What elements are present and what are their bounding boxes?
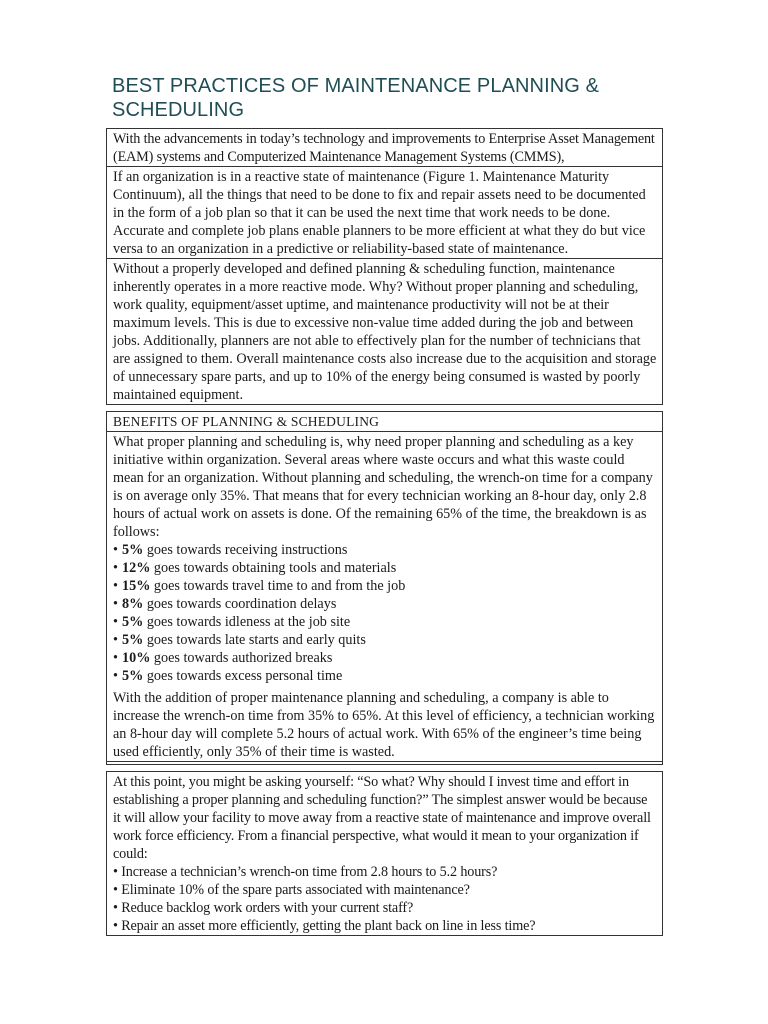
- benefits-lead-text: What proper planning and scheduling is, why need proper planning and scheduling as a key initiative within organization. Several areas where waste occurs and what this waste could mean for an organization. Without planning and scheduling, the wrench-on time for a company is on average only 35%. That means that for every technician working an 8-hour day, only 2.8 hours of actual work on assets is done. Of the remaining 65% of the time, the breakdown is as follows:: [113, 434, 653, 540]
- question-body-cell: [107, 772, 662, 935]
- breakdown-text: goes towards obtaining tools and materials: [150, 560, 397, 576]
- breakdown-percent: 8%: [122, 596, 144, 612]
- breakdown-text: goes towards receiving instructions: [143, 542, 348, 558]
- breakdown-text: goes towards coordination delays: [143, 596, 337, 612]
- breakdown-percent: 12%: [122, 560, 151, 576]
- question-lead-text: At this point, you might be asking yourself: “So what? Why should I invest time and effort in establishing a proper planning and scheduling function?” The simplest answer would be because it will allow your facility to move away from a reactive state of maintenance and improve overall work force efficiency. From a financial perspective, what would it mean to your organization if could:: [113, 774, 651, 862]
- bullet-glyph: •: [113, 632, 118, 648]
- intro-text-eam: With the advancements in today’s technology and improvements to Enterprise Asset Management (EAM) systems and Computerized Maintenance Management Systems (CMMS),: [113, 131, 655, 165]
- breakdown-text: goes towards travel time to and from the job: [150, 578, 406, 594]
- bullet-glyph: •: [113, 542, 118, 558]
- breakdown-item: [113, 667, 657, 685]
- intro-cell-eam: [107, 129, 662, 166]
- intro-text-reactive: If an organization is in a reactive state of maintenance (Figure 1. Maintenance Maturity Continuum), all the things that need to be done to fix and repair assets need to be documented in the form of a job plan so that it can be used the next time that work needs to be done. Accurate and complete job plans enable planners to be more efficient at what they do but vice versa to an organization in a predictive or reliability-based state of maintenance.: [113, 169, 646, 257]
- question-item: • Increase a technician’s wrench-on time from 2.8 hours to 5.2 hours?: [113, 864, 498, 880]
- benefits-empty-cell: [107, 761, 662, 764]
- question-list: [113, 863, 657, 935]
- breakdown-text: goes towards excess personal time: [143, 668, 343, 684]
- bullet-glyph: •: [113, 650, 118, 666]
- breakdown-item: [113, 631, 657, 649]
- breakdown-text: goes towards late starts and early quits: [143, 632, 366, 648]
- breakdown-item: [113, 649, 657, 667]
- question-item: • Repair an asset more efficiently, getting the plant back on line in less time?: [113, 918, 536, 934]
- breakdown-percent: 5%: [122, 668, 144, 684]
- breakdown-percent: 5%: [122, 542, 144, 558]
- breakdown-percent: 10%: [122, 650, 151, 666]
- breakdown-percent: 5%: [122, 614, 144, 630]
- bullet-glyph: •: [113, 596, 118, 612]
- question-table: [106, 771, 663, 936]
- intro-cell-planning-function: [107, 258, 662, 404]
- breakdown-item: [113, 595, 657, 613]
- bullet-glyph: •: [113, 560, 118, 576]
- breakdown-percent: 5%: [122, 632, 144, 648]
- breakdown-item: [113, 541, 657, 559]
- bullet-glyph: •: [113, 668, 118, 684]
- time-breakdown-list: [113, 541, 657, 685]
- bullet-glyph: •: [113, 614, 118, 630]
- intro-table: [106, 128, 663, 405]
- bullet-glyph: •: [113, 578, 118, 594]
- intro-text-planning-function: Without a properly developed and defined planning & scheduling function, maintenance inherently operates in a more reactive mode. Why? Without proper planning and scheduling, work quality, equipment/asset uptime, and maintenance productivity will not be at their maximum levels. This is due to excessive non-value time added during the job and between jobs. Additionally, planners are not able to effectively plan for the number of technicians that are assigned to them. Overall maintenance costs also increase due to the acquisition and storage of unnecessary spare parts, and up to 10% of the energy being consumed is wasted by poorly maintained equipment.: [113, 261, 657, 403]
- breakdown-percent: 15%: [122, 578, 151, 594]
- breakdown-text: goes towards idleness at the job site: [143, 614, 351, 630]
- benefits-body-cell: [107, 431, 662, 761]
- intro-cell-reactive: [107, 166, 662, 258]
- breakdown-item: [113, 577, 657, 595]
- benefits-heading: BENEFITS OF PLANNING & SCHEDULING: [113, 414, 380, 429]
- benefits-conclusion-text: With the addition of proper maintenance planning and scheduling, a company is able to increase the wrench-on time from 35% to 65%. At this level of efficiency, a technician working an 8-hour day will complete 5.2 hours of actual work. With 65% of the engineer’s time being used efficiently, only 35% of their time is wasted.: [113, 690, 655, 760]
- question-item: • Reduce backlog work orders with your current staff?: [113, 900, 414, 916]
- document-title: BEST PRACTICES OF MAINTENANCE PLANNING & SCHEDULING: [112, 75, 600, 121]
- breakdown-text: goes towards authorized breaks: [150, 650, 333, 666]
- benefits-heading-cell: [107, 412, 662, 431]
- benefits-table: [106, 411, 663, 765]
- question-item: • Eliminate 10% of the spare parts associated with maintenance?: [113, 882, 470, 898]
- breakdown-item: [113, 559, 657, 577]
- document-page: [106, 74, 663, 936]
- breakdown-item: [113, 613, 657, 631]
